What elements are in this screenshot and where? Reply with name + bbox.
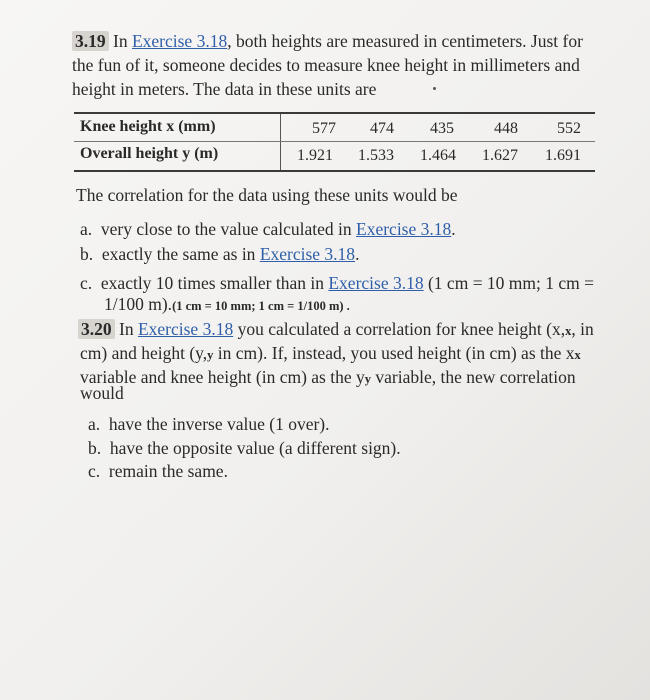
- problem-3-20-line-3: variable and knee height (in cm) as the yy variable, the new correlation: [80, 367, 576, 387]
- problem-3-20-line-2: cm) and height (y,y in cm). If, instead, you used height (in cm) as the xx: [80, 343, 581, 363]
- table-cell: 1.691: [545, 147, 581, 164]
- option-b: b. exactly the same as in Exercise 3.18.: [80, 244, 360, 264]
- table-cell: 552: [557, 120, 581, 137]
- table-cell: 1.533: [358, 147, 394, 164]
- problem-number: 3.19: [72, 31, 109, 51]
- table-cell: 1.464: [420, 147, 456, 164]
- problem-3-20-line-1: 3.20 In Exercise 3.18 you calculated a correlation for knee height (x,x, in: [78, 318, 594, 342]
- problem-3-19-line-3: height in meters. The data in these units are: [72, 79, 377, 99]
- table-cell: 474: [370, 120, 394, 137]
- problem-3-19-line-1: 3.19 In Exercise 3.18, both heights are measured in centimeters. Just for: [72, 30, 583, 52]
- problem-3-19-line-2: the fun of it, someone decides to measure knee height in millimeters and: [72, 55, 580, 75]
- table-cell: 1.627: [482, 147, 518, 164]
- option-c: c. remain the same.: [88, 461, 228, 481]
- table-cell: 1.921: [297, 147, 333, 164]
- row-label-overall-height: Overall height y (m): [80, 145, 219, 162]
- exercise-link[interactable]: Exercise 3.18: [131, 31, 228, 51]
- exercise-link[interactable]: Exercise 3.18: [328, 273, 424, 293]
- table-cell: 448: [494, 120, 518, 137]
- row-label-knee-height: Knee height x (mm): [80, 118, 216, 135]
- question-text: The correlation for the data using these units would be: [76, 185, 458, 205]
- option-c-line-2: 1/100 m).(1 cm = 10 mm; 1 cm = 1/100 m) .: [104, 294, 350, 314]
- table-cell: 435: [430, 120, 454, 137]
- option-c: c. exactly 10 times smaller than in Exercise 3.18 (1 cm = 10 mm; 1 cm =: [80, 273, 595, 293]
- option-a: a. have the inverse value (1 over).: [88, 414, 330, 434]
- problem-number: 3.20: [78, 319, 115, 339]
- exercise-link[interactable]: Exercise 3.18: [259, 244, 356, 264]
- stray-dot: [433, 87, 436, 90]
- option-b: b. have the opposite value (a different sign).: [88, 438, 401, 458]
- table-row-divider: [74, 141, 595, 142]
- exercise-link[interactable]: Exercise 3.18: [137, 319, 234, 339]
- problem-3-20-line-4: would: [80, 383, 124, 403]
- exercise-link[interactable]: Exercise 3.18: [356, 219, 452, 239]
- data-table: [74, 112, 595, 172]
- table-cell: 577: [312, 120, 336, 137]
- option-a: a. very close to the value calculated in Exercise 3.18.: [80, 219, 456, 239]
